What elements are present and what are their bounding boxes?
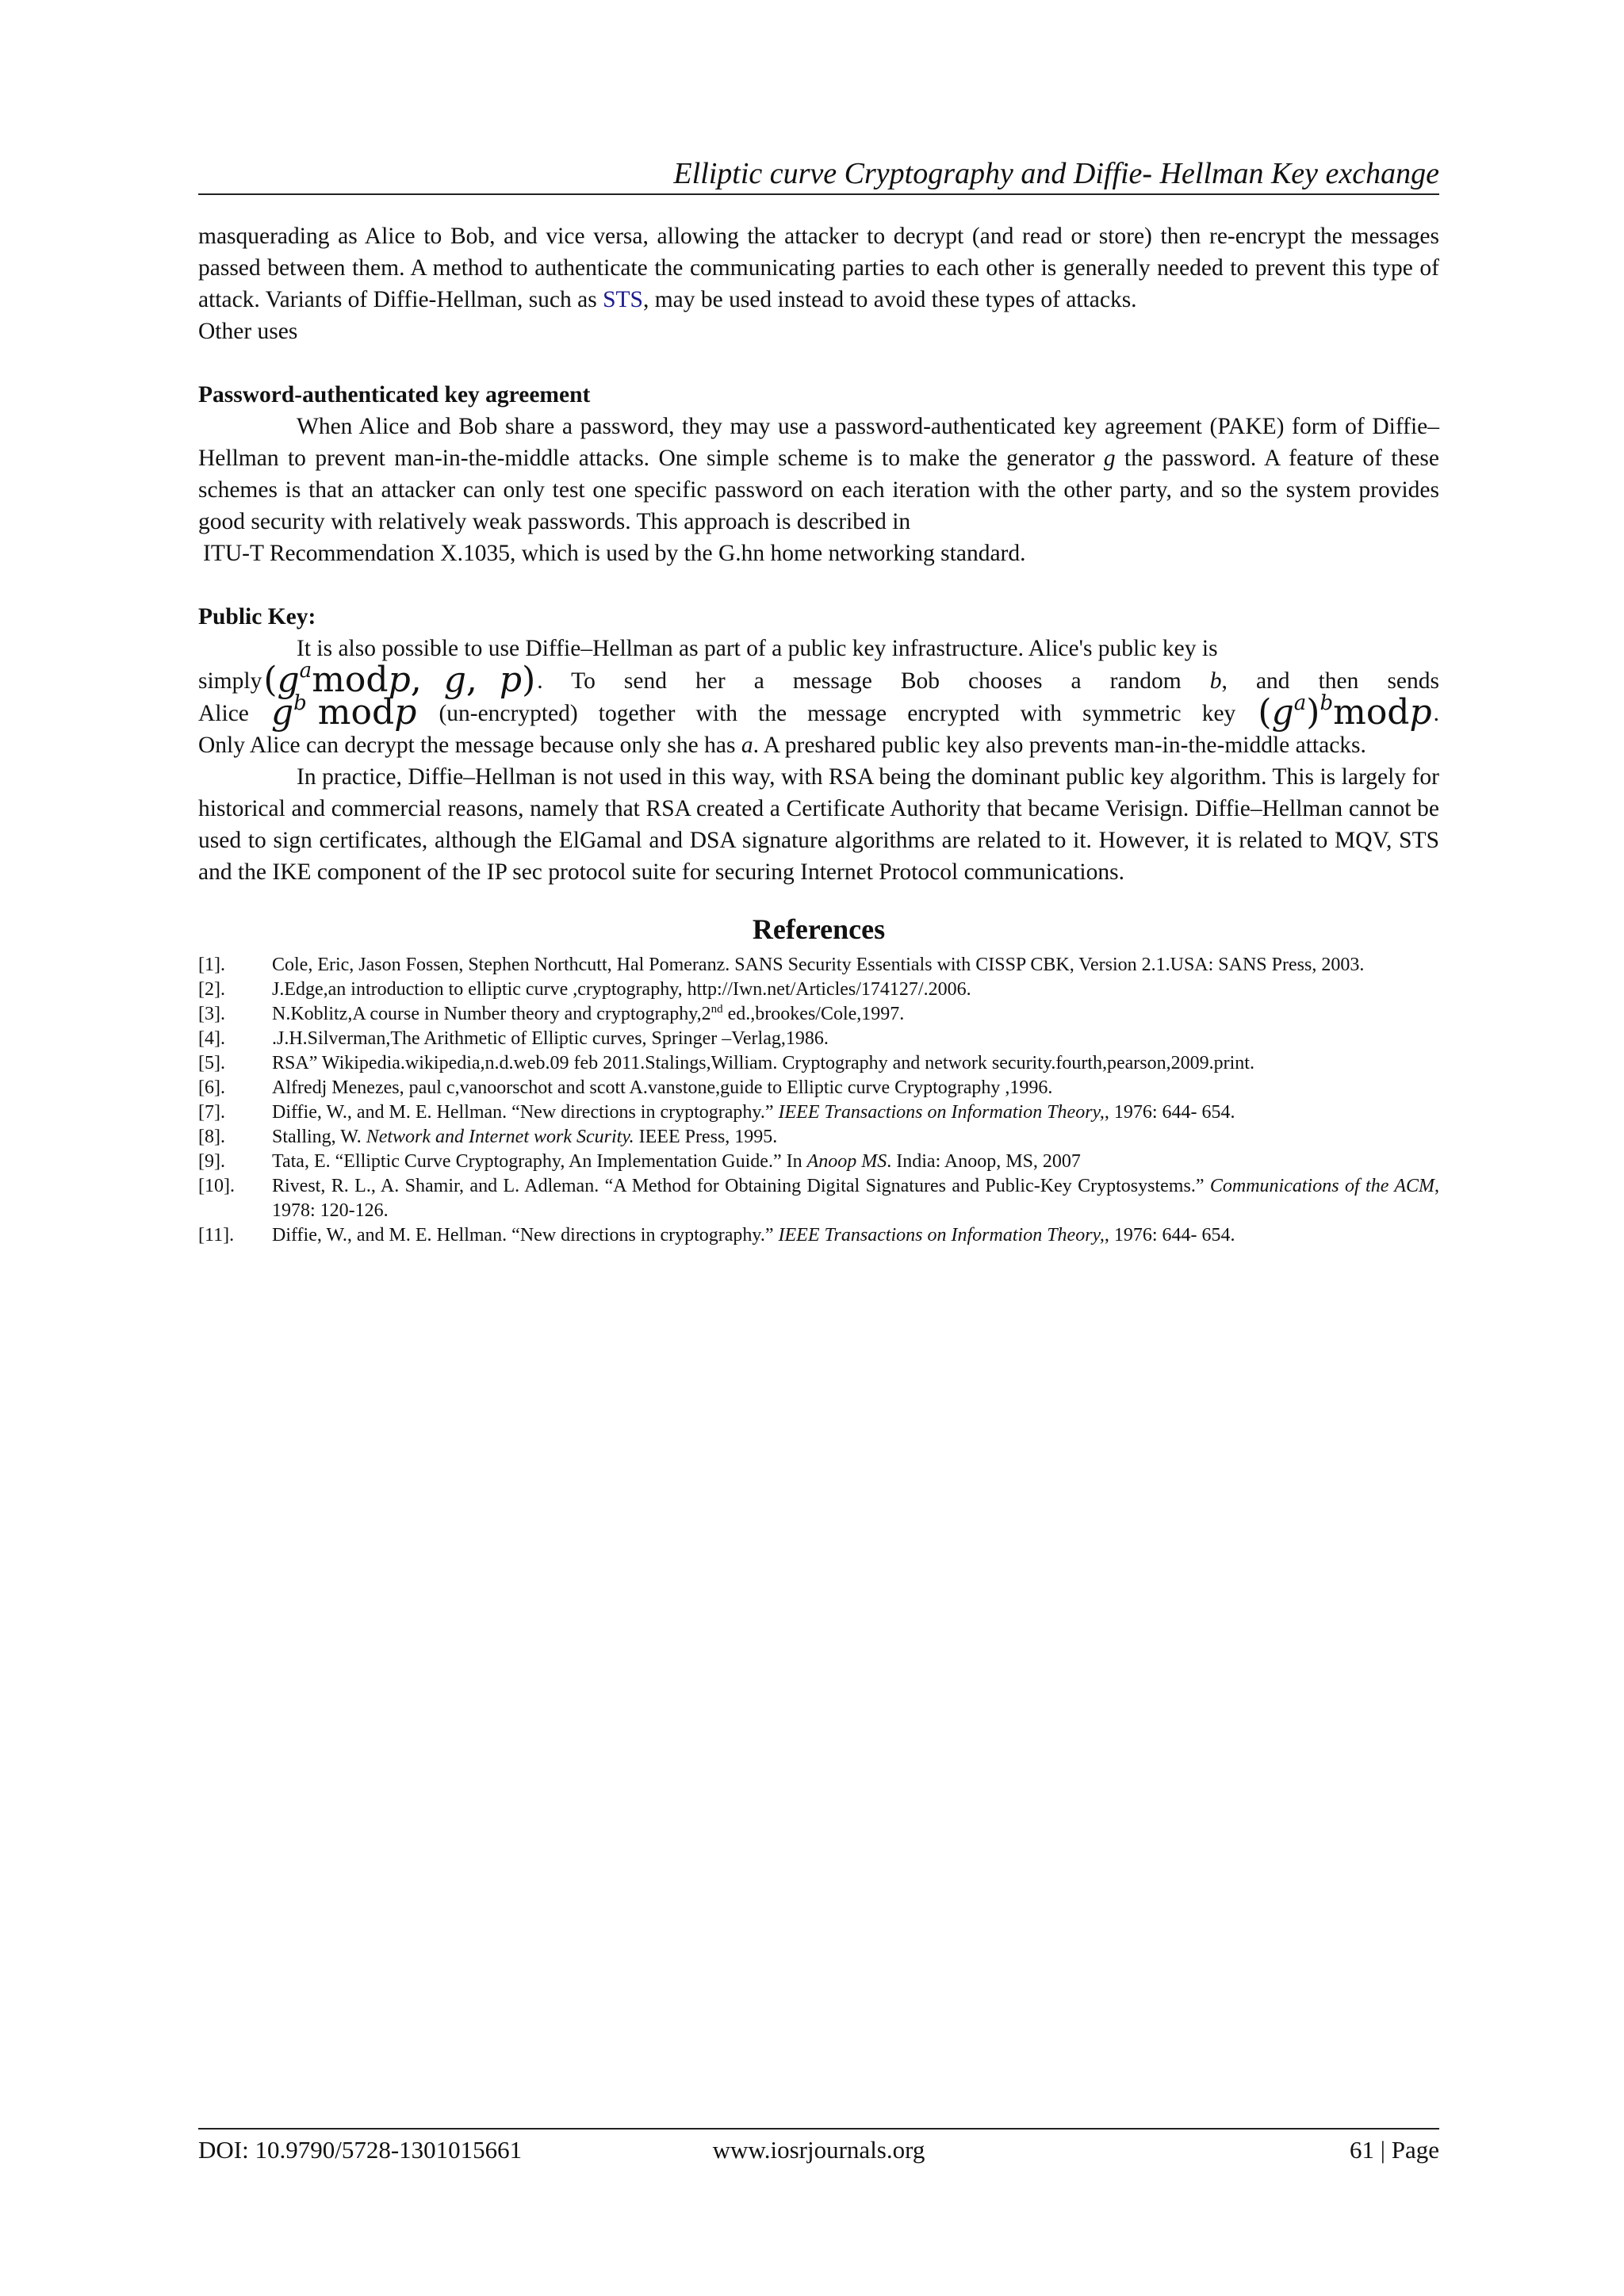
header-rule: [198, 193, 1439, 195]
public-key-line-1: It is also possible to use Diffie–Hellman as part of a public key infrastructure. Alice's public key is: [297, 636, 1218, 661]
intro-text-1: masquerading as Alice to Bob, and vice versa, allowing the attacker to decrypt (and read or store) then re-encrypt the messages passed between them. A method to authenticate the communicating parties to each other is generally needed to prevent this type of attack. Variants of Diffie-Hellman, such as: [198, 224, 1439, 312]
reference-item: [198, 1174, 1439, 1223]
reference-text: [272, 1223, 1439, 1248]
reference-text-part: IEEE Press, 1995.: [634, 1127, 778, 1147]
reference-journal: Network and Internet work Scurity.: [366, 1127, 634, 1147]
reference-number: [4].: [198, 1028, 225, 1049]
reference-item: [198, 1150, 1439, 1174]
reference-text-part: Rivest, R. L., A. Shamir, and L. Adleman. “A Method for Obtaining Digital Signatures and Public-Key Cryptosystems.”: [272, 1176, 1210, 1196]
public-key-text-5: . A preshared public key also prevents man-in-the-middle attacks.: [753, 733, 1366, 758]
symmetric-key-formula: $(g^a)^bmodp$: [1258, 691, 1432, 733]
reference-number: [10].: [198, 1176, 235, 1196]
reference-text: .J.H.Silverman,The Arithmetic of Elliptic curves, Springer –Verlag,1986.: [272, 1028, 829, 1049]
pake-text-2: the password. A feature of these schemes is that an attacker can only test one specific password on each iteration with the other party, and so the system provides good security with relatively weak passwords. This approach is described in: [198, 446, 1439, 534]
public-key-text-1: . To send her a message Bob chooses a random: [537, 668, 1210, 694]
reference-item: [198, 1076, 1439, 1100]
reference-number: [9].: [198, 1151, 225, 1172]
document-body: [198, 220, 1439, 1248]
reference-item: [198, 1051, 1439, 1076]
reference-item: [198, 1002, 1439, 1027]
reference-journal: Communications of the ACM: [1209, 1176, 1434, 1196]
reference-journal: IEEE Transactions on Information Theory,: [778, 1225, 1105, 1246]
reference-text: [272, 1150, 1439, 1174]
pake-var-g: g: [1103, 446, 1116, 471]
reference-number: [3].: [198, 1004, 225, 1024]
public-key-paragraph-end: [198, 729, 1439, 761]
pake-heading: Password-authenticated key agreement: [198, 382, 591, 408]
reference-item: [198, 1223, 1439, 1248]
reference-number: [1].: [198, 955, 225, 975]
reference-text-part: Diffie, W., and M. E. Hellman. “New directions in cryptography.”: [272, 1225, 779, 1246]
reference-journal: IEEE Transactions on Information Theory,: [778, 1102, 1105, 1123]
reference-number: [7].: [198, 1102, 225, 1123]
references-list: [198, 953, 1439, 1248]
public-key-formula: ($g^amodp$, g, p): [263, 659, 536, 700]
reference-text: [272, 1174, 1439, 1223]
footer-rule: [198, 2128, 1439, 2130]
page-footer: [198, 2134, 1439, 2166]
public-key-text-4: Only Alice can decrypt the message because only she has: [198, 733, 741, 758]
sts-link[interactable]: STS: [603, 287, 643, 312]
reference-text: RSA” Wikipedia.wikipedia,n.d.web.09 feb 2011.Stalings,William. Cryptography and network security.fourth,pearson,2009.print.: [272, 1053, 1254, 1073]
reference-item: [198, 1125, 1439, 1150]
reference-item: [198, 1027, 1439, 1051]
public-key-heading: Public Key:: [198, 604, 316, 629]
reference-text-part: , 1976: 644- 654.: [1104, 1225, 1235, 1246]
period: .: [1433, 701, 1440, 726]
pake-itu-line: ITU-T Recommendation X.1035, which is used by the G.hn home networking standard.: [203, 541, 1026, 566]
reference-text: [272, 1100, 1439, 1125]
reference-item: [198, 953, 1439, 978]
word-alice: Alice: [198, 701, 249, 726]
var-a: a: [741, 733, 753, 758]
reference-text-part: , 1978: 120-126.: [272, 1176, 1439, 1221]
intro-text-2: , may be used instead to avoid these types of attacks.: [642, 287, 1137, 312]
reference-text: Cole, Eric, Jason Fossen, Stephen Northcutt, Hal Pomeranz. SANS Security Essentials with CISSP CBK, Version 2.1.USA: SANS Press, 2003.: [272, 955, 1365, 975]
references-heading: References: [752, 913, 886, 945]
reference-text: [272, 1002, 1439, 1027]
reference-number: [8].: [198, 1127, 225, 1147]
reference-text-part: N.Koblitz,A course in Number theory and cryptography,2: [272, 1004, 711, 1024]
reference-superscript: nd: [710, 1003, 723, 1016]
reference-text-part: . India: Anoop, MS, 2007: [887, 1151, 1081, 1172]
doi-label: DOI: 10.9790/5728-1301015661: [198, 2136, 523, 2164]
reference-text-part: Diffie, W., and M. E. Hellman. “New directions in cryptography.”: [272, 1102, 779, 1123]
gb-mod-p-formula: $g^b$ modp: [270, 691, 417, 733]
reference-number: [11].: [198, 1225, 235, 1246]
reference-item: [198, 978, 1439, 1002]
reference-number: [6].: [198, 1077, 225, 1098]
reference-text-part: Tata, E. “Elliptic Curve Cryptography, An Implementation Guide.” In: [272, 1151, 807, 1172]
var-b: b: [1209, 668, 1222, 694]
public-key-text-2: , and then sends: [1221, 668, 1439, 694]
reference-text-part: Stalling, W.: [272, 1127, 366, 1147]
reference-number: [2].: [198, 979, 225, 1000]
reference-text-part: , 1976: 644- 654.: [1104, 1102, 1235, 1123]
page-number: 61 | Page: [1350, 2136, 1439, 2164]
practice-paragraph: In practice, Diffie–Hellman is not used in this way, with RSA being the dominant public key algorithm. This is largely for historical and commercial reasons, namely that RSA created a Certificate Authority that became Verisign. Diffie–Hellman cannot be used to sign certificates, although the ElGamal and DSA signature algorithms are related to it. However, it is related to MQV, STS and the IKE component of the IP sec protocol suite for securing Internet Protocol communications.: [198, 764, 1439, 885]
pake-text-1: When Alice and Bob share a password, they may use a password-authenticated key agreement (PAKE) form of Diffie–Hellman to prevent man-in-the-middle attacks. One simple scheme is to make the generator: [198, 414, 1439, 471]
reference-text: J.Edge,an introduction to elliptic curve ,cryptography, http://Iwn.net/Articles/174127/.2006.: [272, 979, 971, 1000]
reference-journal: Anoop MS: [806, 1151, 887, 1172]
journal-site-link[interactable]: www.iosrjournals.org: [712, 2136, 925, 2164]
spacer: [198, 347, 1439, 379]
reference-number: [5].: [198, 1053, 225, 1073]
spacer: [198, 569, 1439, 601]
reference-text-part: ed.,brookes/Cole,1997.: [722, 1004, 905, 1024]
pake-paragraph: [198, 411, 1439, 538]
reference-text: Alfredj Menezes, paul c,vanoorschot and scott A.vanstone,guide to Elliptic curve Cryptography ,1996.: [272, 1077, 1053, 1098]
reference-item: [198, 1100, 1439, 1125]
public-key-line-3: [198, 691, 1440, 733]
public-key-text-3: (un-encrypted) together with the message encrypted with symmetric key: [418, 701, 1236, 726]
word-simply: simply: [198, 668, 262, 694]
reference-text: [272, 1125, 1439, 1150]
intro-paragraph: [198, 220, 1439, 316]
other-uses-label: Other uses: [198, 319, 298, 344]
running-header: Elliptic curve Cryptography and Diffie- Hellman Key exchange: [673, 157, 1439, 190]
document-page: [198, 0, 1439, 2296]
